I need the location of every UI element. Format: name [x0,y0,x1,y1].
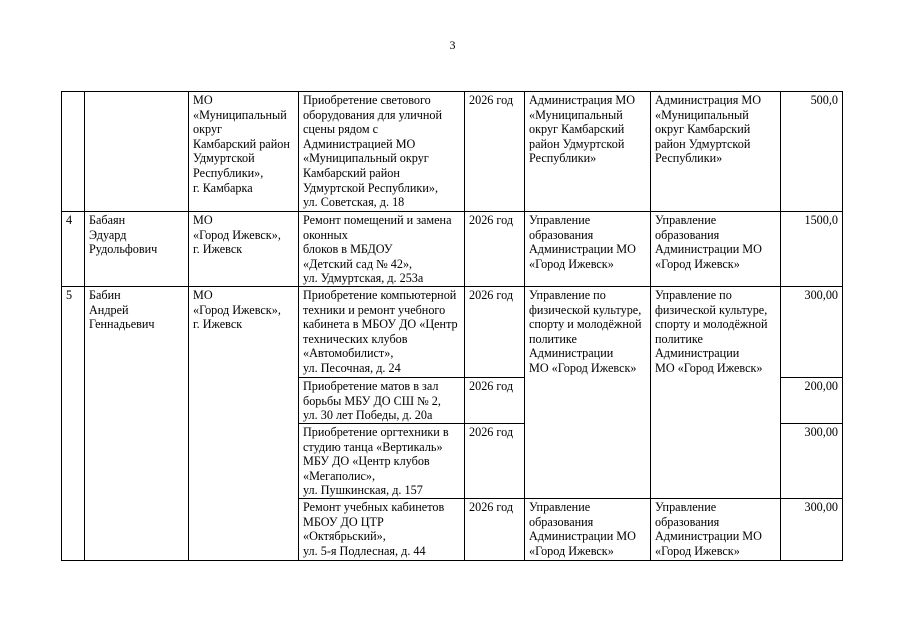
event-description: Ремонт помещений и замена оконных блоков в МБДОУ «Детский сад № 42», ул. Удмуртская, д. 253а [299,212,465,287]
amount: 300,00 [781,286,843,377]
year: 2026 год [465,212,525,287]
funding-table [61,91,843,561]
event-description: Приобретение матов в зал борьбы МБУ ДО СШ № 2, ул. 30 лет Победы, д. 20а [299,377,465,423]
municipality: МО «Город Ижевск», г. Ижевск [189,212,299,287]
deputy-name: Бабаян Эдуард Рудольфович [85,212,189,287]
executor: Администрация МО «Муниципальный округ Камбарский район Удмуртской Республики» [651,92,781,212]
event-description: Приобретение светового оборудования для уличной сцены рядом с Администрацией МО «Муниципальный округ Камбарский район Удмуртской Республики», ул. Советская, д. 18 [299,92,465,212]
executor: Управление образования Администрации МО «Город Ижевск» [651,498,781,560]
event-description: Ремонт учебных кабинетов МБОУ ДО ЦТР «Октябрьский», ул. 5-я Подлесная, д. 44 [299,498,465,560]
row-number: 5 [62,286,85,560]
recipient: Администрация МО «Муниципальный округ Камбарский район Удмуртской Республики» [525,92,651,212]
recipient: Управление по физической культуре, спорту и молодёжной политике Администрации МО «Город Ижевск» [525,286,651,498]
amount: 300,00 [781,498,843,560]
row-number [62,92,85,212]
year: 2026 год [465,92,525,212]
executor: Управление по физической культуре, спорту и молодёжной политике Администрации МО «Город Ижевск» [651,286,781,498]
deputy-name [85,92,189,212]
table-row [62,92,843,212]
year: 2026 год [465,423,525,498]
deputy-name: Бабин Андрей Геннадьевич [85,286,189,560]
amount: 1500,0 [781,212,843,287]
row-number: 4 [62,212,85,287]
year: 2026 год [465,498,525,560]
recipient: Управление образования Администрации МО «Город Ижевск» [525,498,651,560]
year: 2026 год [465,286,525,377]
recipient: Управление образования Администрации МО «Город Ижевск» [525,212,651,287]
amount: 200,00 [781,377,843,423]
municipality: МО «Муниципальный округ Камбарский район Удмуртской Республики», г. Камбарка [189,92,299,212]
page-number: 3 [449,38,456,52]
municipality: МО «Город Ижевск», г. Ижевск [189,286,299,560]
amount: 500,0 [781,92,843,212]
table-row [62,286,843,377]
year: 2026 год [465,377,525,423]
table-row [62,212,843,287]
executor: Управление образования Администрации МО «Город Ижевск» [651,212,781,287]
event-description: Приобретение компьютерной техники и ремонт учебного кабинета в МБОУ ДО «Центр технических клубов «Автомобилист», ул. Песочная, д. 24 [299,286,465,377]
event-description: Приобретение оргтехники в студию танца «Вертикаль» МБУ ДО «Центр клубов «Мегаполис», ул. Пушкинская, д. 157 [299,423,465,498]
amount: 300,00 [781,423,843,498]
